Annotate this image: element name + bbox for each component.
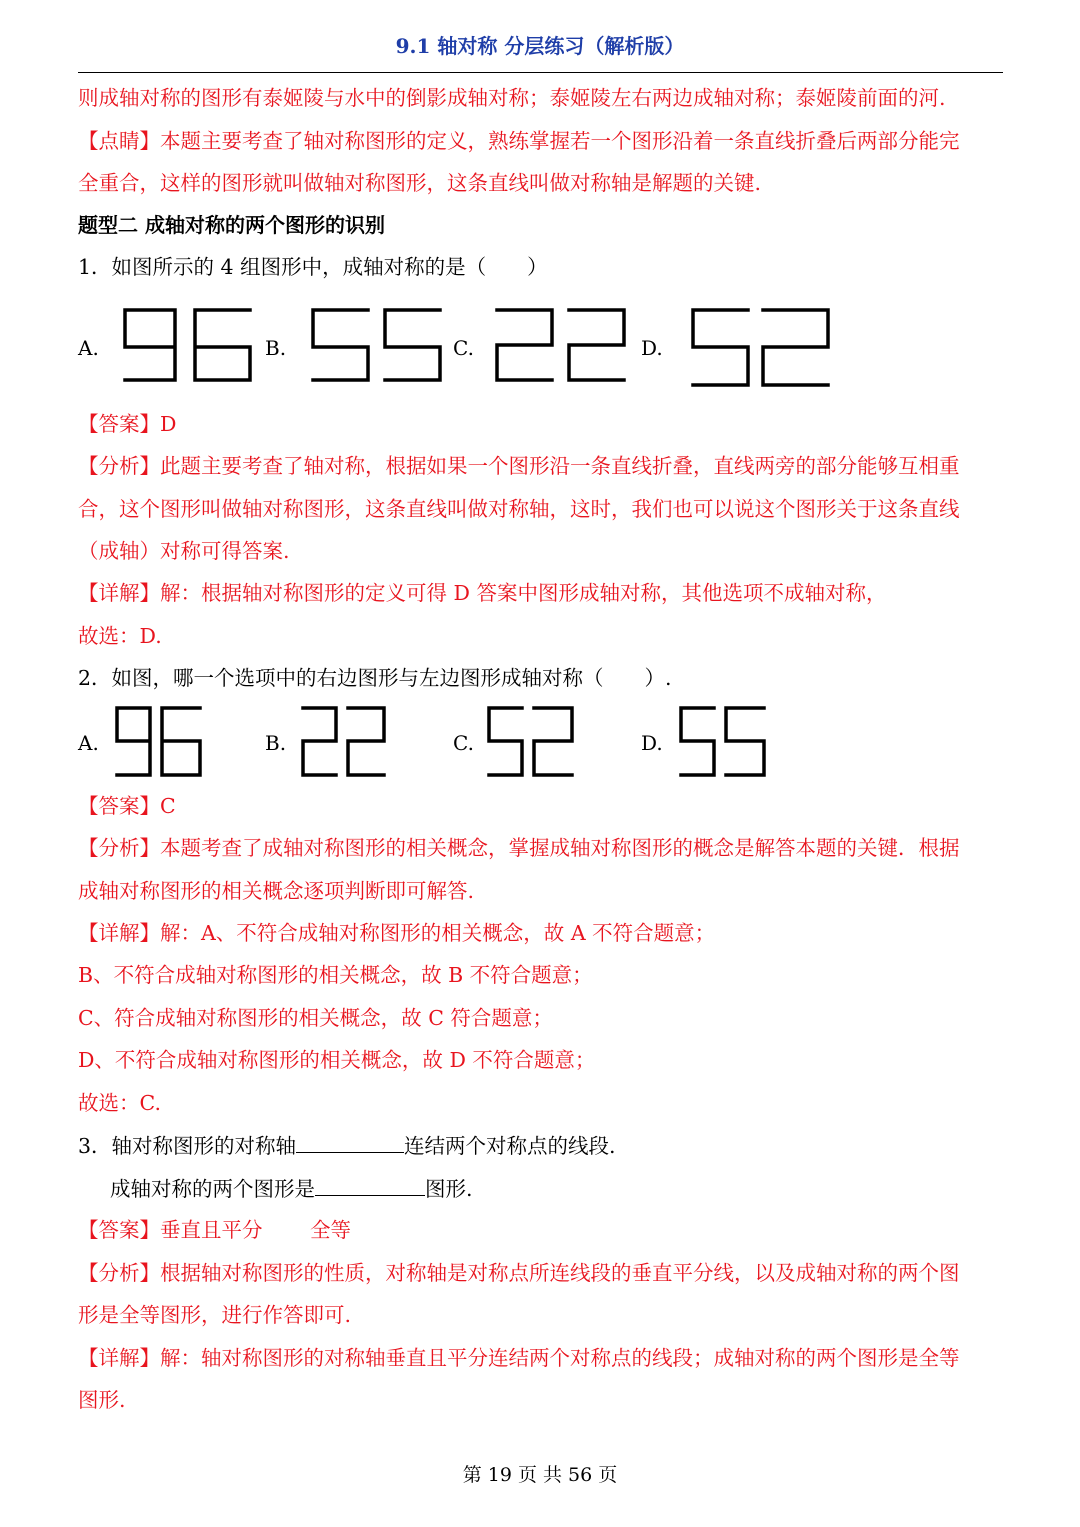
q1-figure-b	[308, 305, 448, 385]
text-line: D、不符合成轴对称图形的相关概念，故 D 不符合题意；	[78, 1048, 596, 1072]
q1-option-c-label: C.	[453, 336, 474, 360]
question-3-part-2	[110, 1175, 1040, 1202]
question-3	[78, 1132, 1008, 1159]
text-line: 则成轴对称的图形有泰姬陵与水中的倒影成轴对称；泰姬陵左右两边成轴对称；泰姬陵前面的河.	[78, 86, 946, 110]
q1-figure-a	[120, 305, 260, 385]
q1-answer: 【答案】D	[78, 412, 177, 436]
q1-figure-c	[492, 305, 632, 385]
text-line: 图形.	[78, 1388, 126, 1412]
question-2: 2．如图，哪一个选项中的右边图形与左边图形成轴对称（ ）.	[78, 666, 672, 690]
q2-option-a-label: A.	[78, 731, 99, 755]
text-line: 故选：D.	[78, 624, 162, 648]
text-line: 【分析】本题考查了成轴对称图形的相关概念，掌握成轴对称图形的概念是解答本题的关键．根据	[78, 836, 960, 860]
q2-figure-a	[112, 703, 207, 781]
text-line: 【详解】解：A、不符合成轴对称图形的相关概念，故 A 不符合题意；	[78, 921, 716, 945]
q3b-text-post: 图形.	[425, 1177, 473, 1201]
text-line: 【分析】此题主要考查了轴对称，根据如果一个图形沿一条直线折叠，直线两旁的部分能够互相重	[78, 454, 960, 478]
q1-option-d-label: D.	[641, 336, 663, 360]
q3b-text-pre: 成轴对称的两个图形是	[110, 1177, 315, 1201]
text-line: 合，这个图形叫做轴对称图形，这条直线叫做对称轴，这时，我们也可以说这个图形关于这条直线	[78, 497, 960, 521]
text-line: 全重合，这样的图形就叫做轴对称图形，这条直线叫做对称轴是解题的关键.	[78, 171, 762, 195]
text-line: （成轴）对称可得答案.	[78, 539, 290, 563]
q2-option-c-label: C.	[453, 731, 474, 755]
text-line: 【详解】解：轴对称图形的对称轴垂直且平分连结两个对称点的线段；成轴对称的两个图形是全等	[78, 1346, 960, 1370]
q2-figure-b	[298, 703, 393, 781]
text-line: 成轴对称图形的相关概念逐项判断即可解答.	[78, 879, 475, 903]
section-heading: 题型二 成轴对称的两个图形的识别	[78, 213, 385, 237]
page-footer: 第 19 页 共 56 页	[462, 1464, 618, 1486]
text-line: 【点睛】本题主要考查了轴对称图形的定义，熟练掌握若一个图形沿着一条直线折叠后两部分能完	[78, 129, 960, 153]
q1-option-b-label: B.	[265, 336, 287, 360]
q2-answer: 【答案】C	[78, 794, 176, 818]
q1-option-a-label: A.	[78, 336, 99, 360]
text-line: 【分析】根据轴对称图形的性质，对称轴是对称点所连线段的垂直平分线，以及成轴对称的两个图	[78, 1261, 960, 1285]
q3-text-post: 连结两个对称点的线段.	[404, 1134, 616, 1158]
text-line: B、不符合成轴对称图形的相关概念，故 B 不符合题意；	[78, 963, 593, 987]
text-line: C、符合成轴对称图形的相关概念，故 C 符合题意；	[78, 1006, 553, 1030]
q3-blank-1[interactable]	[296, 1132, 404, 1153]
header-divider	[78, 72, 1003, 73]
page-header-title: 9.1 轴对称 分层练习（解析版）	[395, 34, 685, 58]
text-line: 【详解】解：根据轴对称图形的定义可得 D 答案中图形成轴对称，其他选项不成轴对称，	[78, 581, 887, 605]
q2-figure-d	[676, 703, 771, 781]
q3-text-pre: 3．轴对称图形的对称轴	[78, 1134, 297, 1158]
q3-blank-2[interactable]	[315, 1175, 425, 1196]
q3-answer: 【答案】垂直且平分 全等	[78, 1218, 352, 1242]
text-line: 故选：C.	[78, 1091, 161, 1115]
q2-figure-c	[484, 703, 579, 781]
text-line: 形是全等图形，进行作答即可.	[78, 1303, 352, 1327]
q2-option-d-label: D.	[641, 731, 663, 755]
q2-option-b-label: B.	[265, 731, 287, 755]
q1-figure-d	[688, 305, 838, 390]
question-1: 1．如图所示的 4 组图形中，成轴对称的是（ ）	[78, 255, 548, 279]
